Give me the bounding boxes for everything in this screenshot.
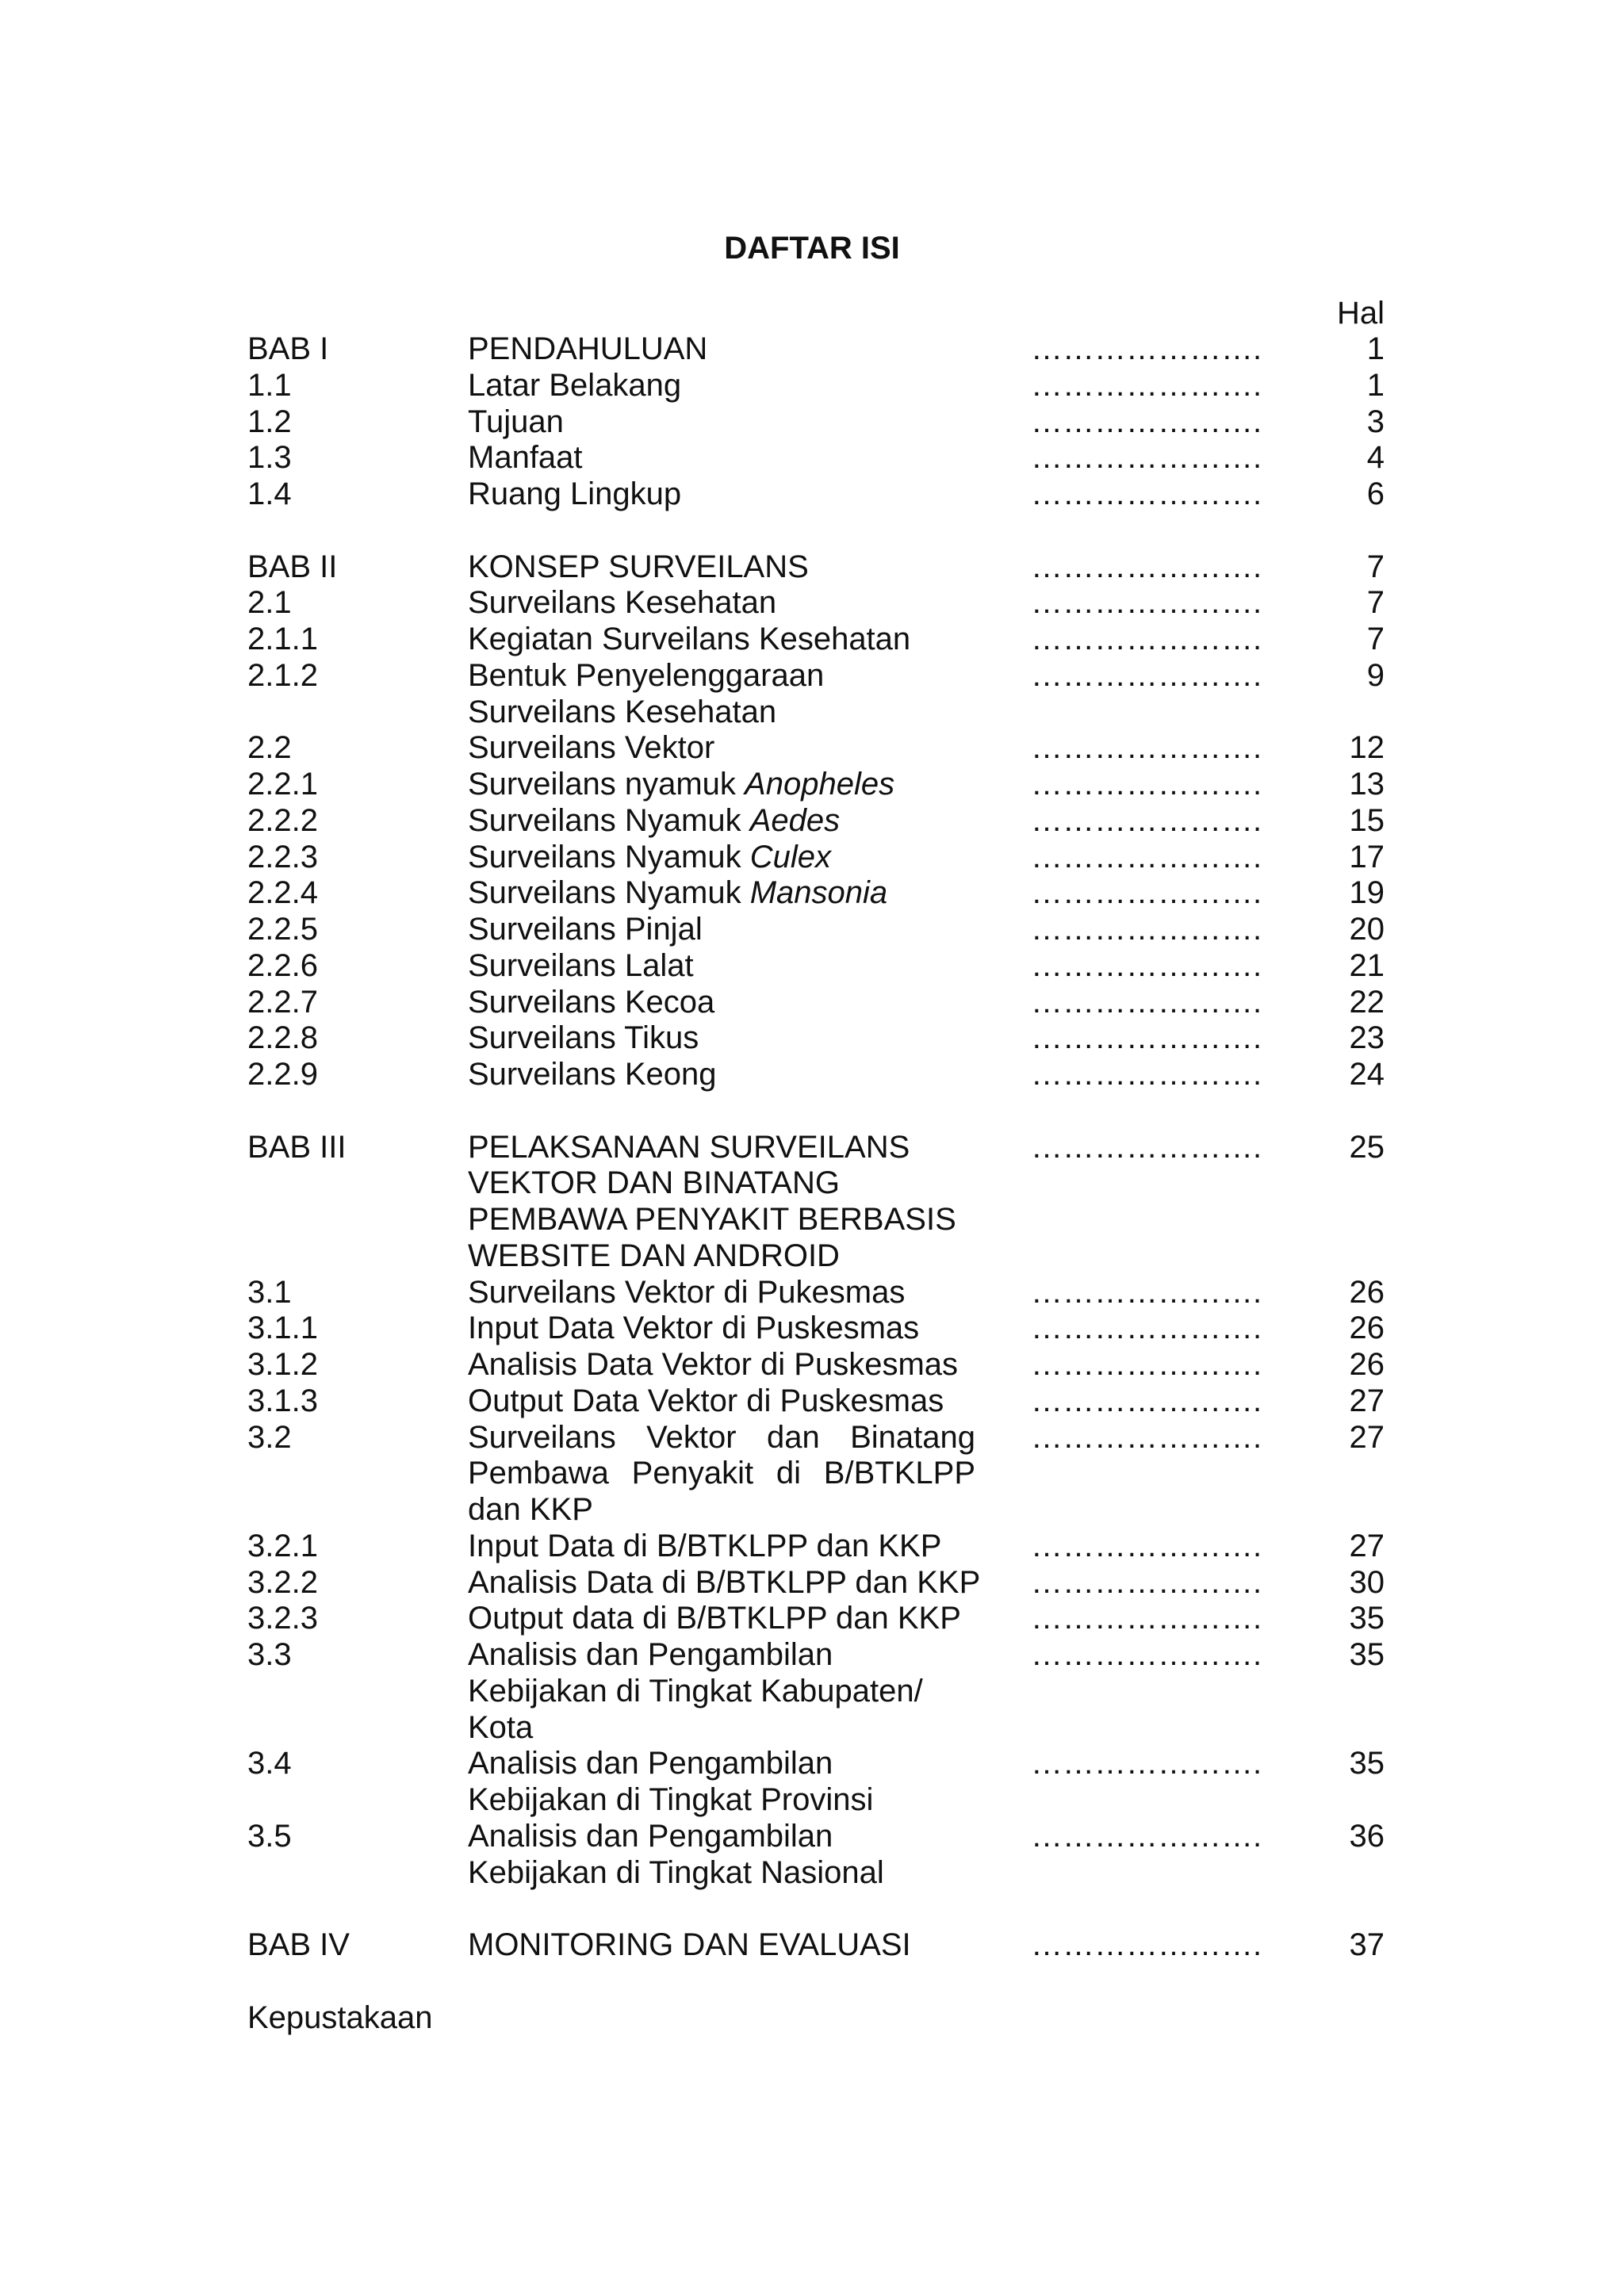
toc-entry-title-text: Analisis Data di B/BTKLPP dan KKP [468,1564,981,1600]
dot-leader: …………………. [1031,1419,1262,1455]
dot-leader: …………………. [1031,585,1262,621]
toc-entry-number: BAB III [247,1129,347,1165]
dot-leader: …………………. [1031,440,1262,476]
toc-entry-title-text: Surveilans Vektor [468,730,715,766]
references-label: Kepustakaan [247,1999,433,2035]
toc-entry-number: 3.1.1 [247,1311,318,1346]
toc-entry-title-text: Latar Belakang [468,367,682,403]
toc-entry-page: 7 [1366,585,1385,621]
toc-entry-page: 1 [1366,367,1385,403]
toc-entry [247,1601,1385,1637]
toc-entry [247,948,1385,985]
toc-entry [247,1927,1385,1964]
toc-entry [247,1311,1385,1347]
toc-entry-title-text: Surveilans Vektor di Pukesmas [468,1274,906,1310]
toc-entry-number: 3.2.3 [247,1601,318,1636]
toc-entry-title-italic: Culex [749,839,831,874]
toc-entry-number: 2.2.7 [247,984,318,1020]
dot-leader: …………………. [1031,549,1262,584]
toc-entry-number: 2.1.1 [247,622,318,656]
dot-leader: …………………. [1031,1311,1262,1346]
toc-entry-page: 26 [1349,1311,1385,1346]
toc-entry-page: 15 [1349,802,1385,838]
toc-entry-page: 25 [1349,1129,1385,1165]
toc-entry-title-text: Output Data Vektor di Puskesmas [468,1383,944,1418]
toc-entry-title-text: Analisis dan Pengambilan Kebijakan di Tingkat Kabupaten/ Kota [468,1637,923,1745]
toc-entry-page: 9 [1366,657,1385,693]
toc-entry [247,1275,1385,1311]
toc-entry [247,549,1385,586]
toc-entry-page: 30 [1349,1564,1385,1600]
toc-entry [247,1637,1385,1746]
toc-entry [247,840,1385,876]
toc-entry-number: 2.2.8 [247,1020,318,1056]
toc-entry-page: 4 [1366,440,1385,476]
toc-entry-number: 3.2 [247,1419,292,1455]
toc-entry [247,1819,1385,1892]
toc-entry-page: 36 [1349,1818,1385,1854]
dot-leader: …………………. [1031,1020,1262,1056]
toc-entry-number: 2.2.3 [247,839,318,874]
toc-entry-page: 19 [1349,875,1385,911]
toc-entry-page: 17 [1349,839,1385,874]
toc-entry-number: BAB IV [247,1927,350,1962]
toc-entry [247,368,1385,404]
toc-entry-page: 27 [1349,1528,1385,1563]
section-gap [247,1964,1385,2000]
dot-leader: …………………. [1031,839,1262,874]
toc-entry-page: 27 [1349,1383,1385,1418]
toc-entry-number: 3.4 [247,1746,292,1781]
dot-leader: …………………. [1031,1274,1262,1310]
toc-entry-title-text: Surveilans nyamuk [468,767,745,802]
toc-entry [247,1130,1385,1275]
dot-leader: …………………. [1031,912,1262,947]
dot-leader: …………………. [1031,802,1262,838]
toc-entry-title-text: Surveilans Vektor dan Binatang Pembawa Penyakit di B/BTKLPP dan KKP [468,1419,975,1527]
toc-entry-title-text: Tujuan [468,404,564,439]
toc-entry [247,1347,1385,1383]
toc-entry [247,658,1385,731]
dot-leader: …………………. [1031,984,1262,1020]
toc-entry-number: 1.1 [247,367,292,403]
toc-entry-title-text: Surveilans Nyamuk [468,875,750,911]
dot-leader: …………………. [1031,1383,1262,1418]
toc-entry [247,440,1385,476]
page-column-header: Hal [1336,296,1385,331]
toc-entry-title-text: Kegiatan Surveilans Kesehatan [468,622,911,656]
toc-entry-number: 2.2.9 [247,1057,318,1092]
toc-entry-number: 2.2.2 [247,802,318,838]
toc-entry-title-italic: Aedes [749,802,841,838]
dot-leader: …………………. [1031,1746,1262,1781]
toc-entry-number: 3.1 [247,1274,292,1310]
dot-leader: …………………. [1031,404,1262,439]
dot-leader: …………………. [1031,1637,1262,1672]
toc-entry-page: 7 [1366,549,1385,584]
toc-entry [247,767,1385,803]
dot-leader: …………………. [1031,1818,1262,1854]
toc-entry [247,803,1385,840]
toc-entry-title-text: Output data di B/BTKLPP dan KKP [468,1601,961,1636]
toc-entry [247,1020,1385,1057]
toc-entry-page: 26 [1349,1274,1385,1310]
toc-entry-title-text: Ruang Lingkup [468,476,682,511]
dot-leader: …………………. [1031,367,1262,403]
toc-entry-title-text: Surveilans Lalat [468,947,694,983]
toc-entry-page: 27 [1349,1419,1385,1455]
toc-entry-title-text: Input Data di B/BTKLPP dan KKP [468,1528,942,1563]
toc-entry-number: 3.2.2 [247,1564,318,1600]
toc-entry-page: 20 [1349,912,1385,947]
toc-entry [247,1420,1385,1529]
toc-entry-number: 3.2.1 [247,1528,318,1563]
toc-entry-title-text: MONITORING DAN EVALUASI [468,1927,911,1962]
toc-entry-number: 1.2 [247,404,292,439]
toc-entry-title-text: Surveilans Tikus [468,1020,699,1056]
toc-entry-number: BAB II [247,549,338,584]
toc-entry-title-text: Manfaat [468,440,583,476]
toc-entry [247,875,1385,912]
toc-entry-page: 35 [1349,1746,1385,1781]
toc-entry [247,476,1385,513]
dot-leader: …………………. [1031,331,1262,366]
dot-leader: …………………. [1031,1347,1262,1382]
toc-entry-page: 21 [1349,947,1385,983]
toc-entry-title-text: Surveilans Kesehatan [468,585,777,621]
toc-entry-number: 1.4 [247,476,292,511]
toc-entry [247,331,1385,368]
dot-leader: …………………. [1031,1564,1262,1600]
toc-entry [247,1565,1385,1601]
toc-entry [247,622,1385,658]
page-title: DAFTAR ISI [724,231,900,266]
toc-entry-page: 3 [1366,404,1385,439]
toc-entry-number: 2.2.5 [247,912,318,947]
dot-leader: …………………. [1031,1601,1262,1636]
dot-leader: …………………. [1031,767,1262,802]
toc-entry-number: 3.3 [247,1637,292,1672]
toc-entry-number: 2.2.1 [247,767,318,802]
toc-entry [247,404,1385,441]
toc-entry-page: 1 [1366,331,1385,366]
toc-entry-page: 24 [1349,1057,1385,1092]
toc-entry-number: 2.2 [247,730,292,766]
dot-leader: …………………. [1031,1129,1262,1165]
dot-leader: …………………. [1031,657,1262,693]
section-gap [247,513,1385,549]
dot-leader: …………………. [1031,476,1262,511]
toc-entry-number: BAB I [247,331,329,366]
toc-entry-title-text: Surveilans Keong [468,1057,717,1092]
toc-entry-title-text: Surveilans Nyamuk [468,839,750,874]
toc-entry-title-text: Analisis dan Pengambilan Kebijakan di Tingkat Nasional [468,1818,884,1890]
section-gap [247,1093,1385,1130]
toc-entry-number: 2.2.4 [247,875,318,911]
toc-entry [247,1529,1385,1565]
toc-entry-page: 35 [1349,1601,1385,1636]
dot-leader: …………………. [1031,947,1262,983]
toc-entry-title-text: Surveilans Nyamuk [468,802,750,838]
toc-entry-page: 37 [1349,1927,1385,1962]
toc-entry-number: 2.2.6 [247,947,318,983]
dot-leader: …………………. [1031,875,1262,911]
toc-entry-title-italic: Mansonia [749,875,888,911]
toc-entry-number: 3.1.2 [247,1347,318,1382]
toc-entry-page: 22 [1349,984,1385,1020]
toc-entry-page: 35 [1349,1637,1385,1672]
toc-entry [247,912,1385,948]
dot-leader: …………………. [1031,1528,1262,1563]
toc-entry [247,1383,1385,1420]
toc-entry-page: 23 [1349,1020,1385,1056]
table-of-contents [247,331,1385,2036]
toc-entry-page: 12 [1349,730,1385,766]
toc-entry-title-text: PELAKSANAAN SURVEILANS VEKTOR DAN BINATANG PEMBAWA PENYAKIT BERBASIS WEBSITE DAN ANDROID [468,1129,956,1273]
toc-entry-title-text: Surveilans Kecoa [468,984,715,1020]
toc-entry-page: 7 [1366,622,1385,656]
toc-entry-title-text: PENDAHULUAN [468,331,708,366]
section-gap [247,1891,1385,1927]
toc-entry-number: 3.1.3 [247,1383,318,1418]
toc-entry [247,730,1385,767]
toc-entry-title-text: Analisis Data Vektor di Puskesmas [468,1347,959,1382]
toc-entry-title-text: Bentuk Penyelenggaraan Surveilans Kesehatan [468,657,825,729]
toc-entry-title-text: Input Data Vektor di Puskesmas [468,1311,920,1346]
toc-entry-number: 2.1 [247,585,292,621]
dot-leader: …………………. [1031,730,1262,766]
toc-entry-page: 26 [1349,1347,1385,1382]
toc-entry-page: 6 [1366,476,1385,511]
toc-entry-title-text: Analisis dan Pengambilan Kebijakan di Tingkat Provinsi [468,1746,874,1817]
toc-entry [247,585,1385,622]
dot-leader: …………………. [1031,1927,1262,1962]
toc-entry-number: 3.5 [247,1818,292,1854]
dot-leader: …………………. [1031,622,1262,656]
toc-entry [247,985,1385,1021]
toc-entry-title-italic: Anopheles [745,767,895,802]
dot-leader: …………………. [1031,1057,1262,1092]
toc-entry [247,1057,1385,1093]
toc-entry-number: 2.1.2 [247,657,318,693]
toc-entry-page: 13 [1349,767,1385,802]
toc-entry-number: 1.3 [247,440,292,476]
toc-entry-title-text: KONSEP SURVEILANS [468,549,809,584]
toc-entry-title-text: Surveilans Pinjal [468,912,703,947]
toc-entry [247,1746,1385,1819]
